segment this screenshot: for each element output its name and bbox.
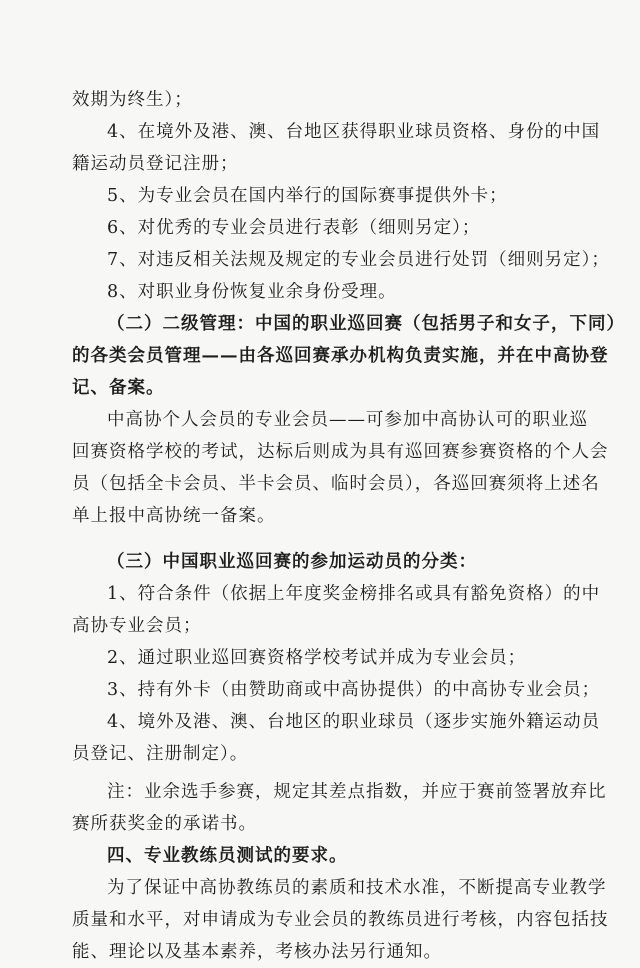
list-item-8: 8、对职业身份恢复业余身份受理。 [107,282,397,302]
section-heading-3: （三）中国职业巡回赛的参加运动员的分类： [107,552,477,572]
list-item-5: 5、为专业会员在国内举行的国际赛事提供外卡； [107,186,508,206]
note-line: 注：业余选手参赛，规定其差点指数，并应于赛前签署放弃比 [107,782,607,802]
text-line: 员登记、注册制定）。 [72,744,249,764]
paragraph-line: 质量和水平，对申请成为专业会员的教练员进行考核，内容包括技 [72,910,609,930]
section-heading-4: 四、专业教练员测试的要求。 [107,846,348,866]
section-heading-2: （二）二级管理：中国的职业巡回赛（包括男子和女子，下同） [107,314,625,334]
paragraph-line: 员（包括全卡会员、半卡会员、临时会员），各巡回赛须将上述名 [72,474,600,494]
text-line: 效期为终生）； [72,90,193,110]
list-item-4: 4、境外及港、澳、台地区的职业球员（逐步实施外籍运动员 [107,712,601,732]
text-line: 籍运动员登记注册； [72,154,239,174]
text-line: 高协专业会员； [72,616,202,636]
list-item-6: 6、对优秀的专业会员进行表彰（细则另定）； [107,218,481,238]
list-item-3: 3、持有外卡（由赞助商或中高协提供）的中高协专业会员； [107,680,601,700]
paragraph-line: 为了保证中高协教练员的素质和技术水准，不断提高专业教学 [107,878,607,898]
section-heading-2-cont: 的各类会员管理——由各巡回赛承办机构负责实施，并在中高协登 [72,346,609,366]
paragraph-line: 能、理论以及基本素养，考核办法另行通知。 [72,942,442,962]
list-item-2: 2、通过职业巡回赛资格学校考试并成为专业会员； [107,648,527,668]
section-heading-2-cont: 记、备案。 [72,378,165,398]
paragraph-line: 回赛资格学校的考试，达标后则成为具有巡回赛参赛资格的个人会 [72,442,609,462]
paragraph-line: 单上报中高协统一备案。 [72,506,276,526]
paragraph-line: 中高协个人会员的专业会员——可参加中高协认可的职业巡 [107,410,588,430]
list-item-4: 4、在境外及港、澳、台地区获得职业球员资格、身份的中国 [107,122,601,142]
list-item-1: 1、符合条件（依据上年度奖金榜排名或具有豁免资格）的中 [107,584,601,604]
list-item-7: 7、对违反相关法规及规定的专业会员进行处罚（细则另定）； [107,250,610,270]
note-line: 赛所获奖金的承诺书。 [72,814,257,834]
